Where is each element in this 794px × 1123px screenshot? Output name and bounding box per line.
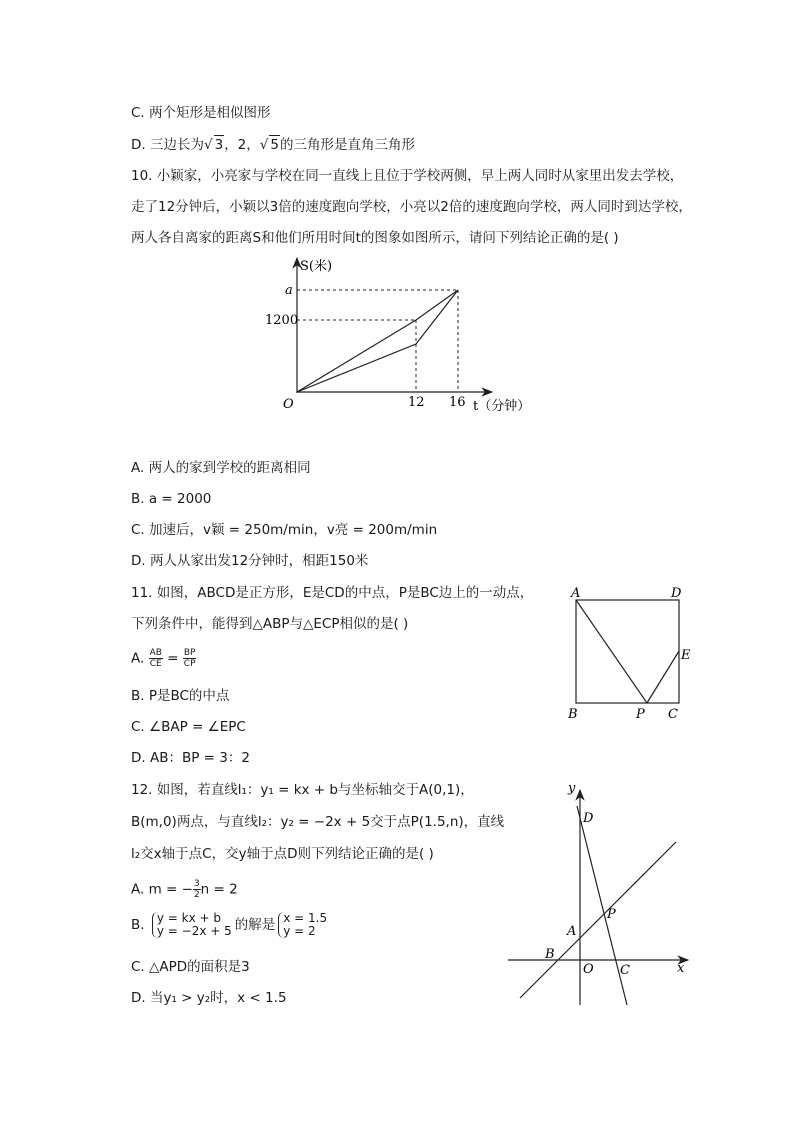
q12-stem-line3: l₂交x轴于点C，交y轴于点D则下列结论正确的是( ) xyxy=(131,846,434,862)
q12-label-c: C xyxy=(620,963,630,978)
q12-system-2 xyxy=(278,912,327,938)
q12-option-a-frac-top: 3 xyxy=(193,879,200,889)
q10-line-upper xyxy=(297,290,458,392)
q12-system-2-eq2: y = 2 xyxy=(283,924,316,938)
q12-label-a: A xyxy=(567,924,577,939)
sqrt-3: 3 xyxy=(214,137,224,153)
q12-option-a-frac-bot: 2 xyxy=(193,890,200,900)
q12-label-o: O xyxy=(583,962,594,977)
q11-label-b: B xyxy=(568,707,578,722)
q11-segment-ap xyxy=(576,600,647,703)
q11-option-d: D. AB：BP = 3：2 xyxy=(131,750,250,766)
q11-label-p: P xyxy=(636,707,645,722)
q12-label-p: P xyxy=(607,907,616,922)
q10-label-a: a xyxy=(285,283,293,298)
q10-graph xyxy=(265,250,540,420)
q9-option-d-mid: ，2， xyxy=(224,137,260,153)
q11-stem-line1: 11. 如图，ABCD是正方形，E是CD的中点，P是BC边上的一动点， xyxy=(131,585,534,601)
q12-option-a-pre: A. m = − xyxy=(131,881,193,898)
q11-label-c: C xyxy=(668,707,678,722)
q12-option-b-mid: 的解是 xyxy=(234,917,276,933)
q11-label-d: D xyxy=(671,586,682,601)
q12-figure xyxy=(500,775,700,1015)
q10-ylabel: S(米) xyxy=(300,259,333,274)
q12-option-b-pre: B. xyxy=(131,917,145,933)
q10-xlabel: t（分钟） xyxy=(473,399,531,414)
q12-option-a xyxy=(131,879,238,900)
q11-stem-line2: 下列条件中，能得到△ABP与△ECP相似的是( ) xyxy=(131,616,409,632)
q10-stem-line2: 走了12分钟后，小颖以3倍的速度跑向学校，小亮以2倍的速度跑向学校，两人同时到达学校， xyxy=(131,199,692,215)
q12-label-d: D xyxy=(583,811,594,826)
q11-frac-left xyxy=(149,648,163,669)
q11-frac-left-top: AB xyxy=(149,648,162,658)
q12-stem-line1: 12. 如图，若直线l₁：y₁ = kx + b与坐标轴交于A(0,1)， xyxy=(131,782,474,798)
q11-figure xyxy=(560,580,700,725)
q11-frac-right xyxy=(183,648,197,669)
sqrt-5: 5 xyxy=(270,137,279,153)
q10-stem-line3: 两人各自离家的距离S和他们所用时间t的图象如图所示，请问下列结论正确的是( ) xyxy=(131,230,619,246)
q12-option-a-frac xyxy=(193,879,201,900)
q12-label-y: y xyxy=(568,781,576,796)
q12-system-1-eq2: y = −2x + 5 xyxy=(156,924,232,938)
q10-option-b: B. a = 2000 xyxy=(131,491,212,507)
q10-label-1200: 1200 xyxy=(265,313,299,328)
q12-stem-line2: B(m,0)两点，与直线l₂：y₂ = −2x + 5交于点P(1.5,n)，直线 xyxy=(131,814,505,830)
q12-system-1-eq1: y = kx + b xyxy=(156,911,221,925)
q10-tick-12: 12 xyxy=(408,395,425,410)
q10-stem-line1: 10. 小颖家，小亮家与学校在同一直线上且位于学校两侧，早上两人同时从家里出发去学校， xyxy=(131,168,684,184)
q11-frac-right-bot: CP xyxy=(183,659,196,669)
q11-square xyxy=(576,600,679,703)
q12-option-a-post: n = 2 xyxy=(200,881,238,898)
q11-segment-pe xyxy=(647,651,679,703)
q10-origin: O xyxy=(283,397,294,412)
q11-option-b: B. P是BC的中点 xyxy=(131,688,230,704)
q11-label-a: A xyxy=(571,586,581,601)
q12-option-d: D. 当y₁ > y₂时，x < 1.5 xyxy=(131,990,287,1006)
q12-label-x: x xyxy=(677,961,685,976)
q11-option-c: C. ∠BAP = ∠EPC xyxy=(131,719,246,735)
q11-frac-right-top: BP xyxy=(183,648,196,658)
q11-frac-left-bot: CE xyxy=(149,659,162,669)
q12-line-l1 xyxy=(520,842,676,998)
q12-label-b: B xyxy=(545,947,555,962)
q12-system-2-eq1: x = 1.5 xyxy=(283,911,328,925)
q9-option-c: C. 两个矩形是相似图形 xyxy=(131,105,271,121)
q11-label-e: E xyxy=(681,648,691,663)
q11-option-a-pre: A. xyxy=(131,650,145,667)
q10-option-c: C. 加速后，v颖 = 250m/min，v亮 = 200m/min xyxy=(131,522,438,538)
q12-option-c: C. △APD的面积是3 xyxy=(131,959,250,975)
q12-system-1 xyxy=(152,912,232,938)
q10-option-a: A. 两人的家到学校的距离相同 xyxy=(131,460,311,476)
q12-option-b xyxy=(131,912,330,938)
q9-option-d: D. 三边长为√ 3，2，√ 5的三角形是直角三角形 xyxy=(131,137,415,153)
q11-option-a: A. $\frac{AB}{CE}$ = $\frac{BP}{CP}$ xyxy=(131,648,196,669)
q9-option-d-post: 的三角形是直角三角形 xyxy=(279,137,415,153)
q10-option-d: D. 两人从家出发12分钟时，相距150米 xyxy=(131,553,369,569)
q10-tick-16: 16 xyxy=(449,395,466,410)
q9-option-d-pre: D. 三边长为 xyxy=(131,137,204,153)
